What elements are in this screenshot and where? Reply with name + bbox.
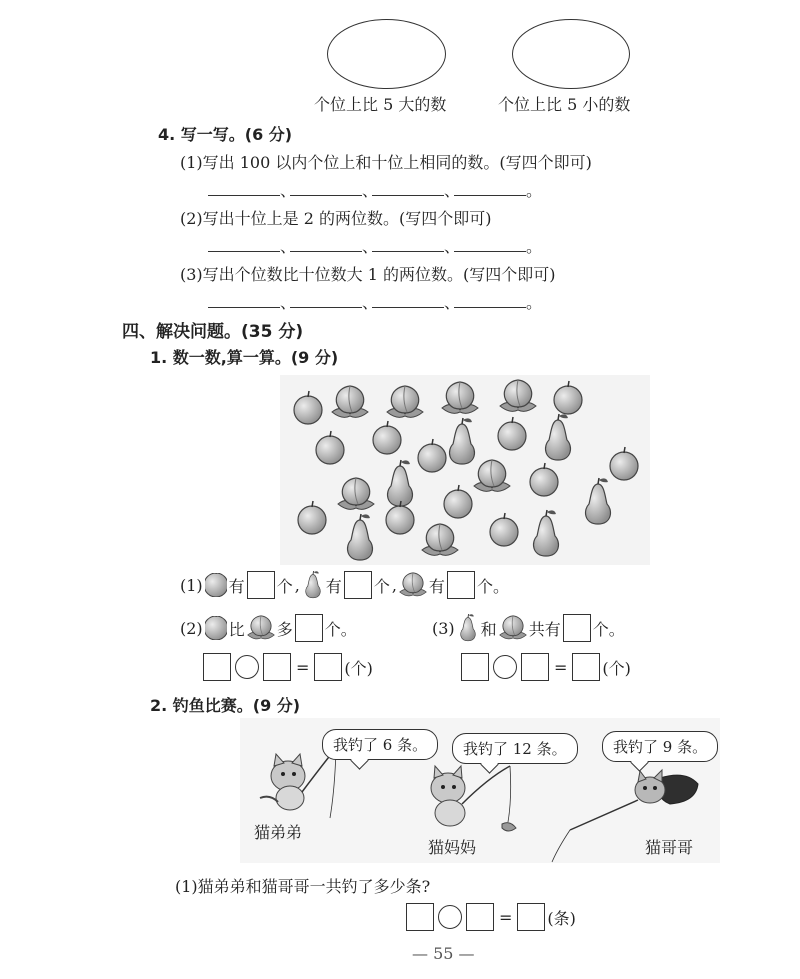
page-number: — 55 — — [412, 944, 475, 963]
equals-sign: = — [499, 907, 513, 927]
period: 。 — [526, 181, 543, 200]
equation-p2 — [406, 903, 576, 931]
operand-box[interactable] — [521, 653, 549, 681]
operator-circle[interactable] — [235, 655, 259, 679]
q4-sub3: (3)写出个位数比十位数大 1 的两位数。(写四个即可) — [180, 265, 556, 284]
period: 。 — [526, 293, 543, 312]
label-compare: 比 — [228, 619, 245, 639]
speech-bubble-older-brother: 我钓了 9 条。 — [602, 731, 718, 762]
p1-heading: 1. 数一数,算一算。(9 分) — [150, 348, 339, 367]
comma: , — [391, 575, 397, 595]
label-total: 共有 — [528, 619, 561, 639]
separator: 、 — [444, 293, 461, 312]
q4-heading: 4. 写一写。(6 分) — [158, 125, 293, 144]
item-number: (3) — [432, 618, 455, 638]
answer-box[interactable] — [563, 614, 591, 642]
separator: 、 — [362, 181, 379, 200]
result-box[interactable] — [517, 903, 545, 931]
ellipse-label-left: 个位上比 5 大的数 — [314, 95, 447, 114]
name-older-brother: 猫哥哥 — [645, 838, 694, 857]
answer-box[interactable] — [247, 571, 275, 599]
unit-label: (个) — [344, 658, 373, 678]
label-have: 有 — [428, 576, 445, 596]
name-brother: 猫弟弟 — [254, 823, 303, 842]
result-box[interactable] — [572, 653, 600, 681]
answer-box[interactable] — [295, 614, 323, 642]
p1-line3 — [432, 614, 625, 642]
unit-label: 个。 — [324, 619, 357, 639]
result-box[interactable] — [314, 653, 342, 681]
speech-bubble-brother: 我钓了 6 条。 — [322, 729, 438, 760]
unit-label: 个。 — [592, 619, 625, 639]
p2-question: (1)猫弟弟和猫哥哥一共钓了多少条? — [175, 877, 431, 896]
separator: 、 — [362, 237, 379, 256]
operand-box[interactable] — [406, 903, 434, 931]
unit-label: (个) — [602, 658, 631, 678]
unit-label: 个 — [276, 576, 293, 596]
pear-icon — [302, 571, 324, 599]
separator: 、 — [444, 181, 461, 200]
operator-circle[interactable] — [493, 655, 517, 679]
unit-label: 个 — [373, 576, 390, 596]
peach-icon — [499, 615, 527, 641]
separator: 、 — [444, 237, 461, 256]
q4-sub1: (1)写出 100 以内个位上和十位上相同的数。(写四个即可) — [180, 153, 592, 172]
label-have: 有 — [228, 576, 245, 596]
label-have: 有 — [325, 576, 342, 596]
equation-right — [461, 653, 631, 681]
p2-heading: 2. 钓鱼比赛。(9 分) — [150, 696, 301, 715]
period: 。 — [526, 237, 543, 256]
apple-icon — [205, 616, 227, 640]
q4-sub2: (2)写出十位上是 2 的两位数。(写四个即可) — [180, 209, 492, 228]
operand-box[interactable] — [461, 653, 489, 681]
separator: 、 — [362, 293, 379, 312]
separator: 、 — [280, 293, 297, 312]
ellipse-label-right: 个位上比 5 小的数 — [498, 95, 631, 114]
label-and: 和 — [480, 619, 497, 639]
pear-icon — [457, 614, 479, 642]
speech-bubble-mother: 我钓了 12 条。 — [452, 733, 578, 764]
label-more: 多 — [276, 619, 293, 639]
item-number: (2) — [180, 618, 203, 638]
equals-sign: = — [296, 657, 310, 677]
comma: , — [294, 575, 300, 595]
equation-left — [203, 653, 373, 681]
name-mother: 猫妈妈 — [428, 838, 477, 857]
unit-label: 个。 — [476, 576, 509, 596]
operand-box[interactable] — [203, 653, 231, 681]
peach-icon — [247, 615, 275, 641]
separator: 、 — [280, 181, 297, 200]
answer-box[interactable] — [344, 571, 372, 599]
item-number: (1) — [180, 575, 203, 595]
operand-box[interactable] — [263, 653, 291, 681]
operand-box[interactable] — [466, 903, 494, 931]
answer-box[interactable] — [447, 571, 475, 599]
operator-circle[interactable] — [438, 905, 462, 929]
p1-line1 — [180, 571, 509, 599]
unit-label: (条) — [547, 908, 576, 928]
p1-line2 — [180, 614, 357, 642]
apple-icon — [205, 573, 227, 597]
separator: 、 — [280, 237, 297, 256]
peach-icon — [399, 572, 427, 598]
section-heading: 四、解决问题。(35 分) — [122, 322, 304, 342]
equals-sign: = — [554, 657, 568, 677]
